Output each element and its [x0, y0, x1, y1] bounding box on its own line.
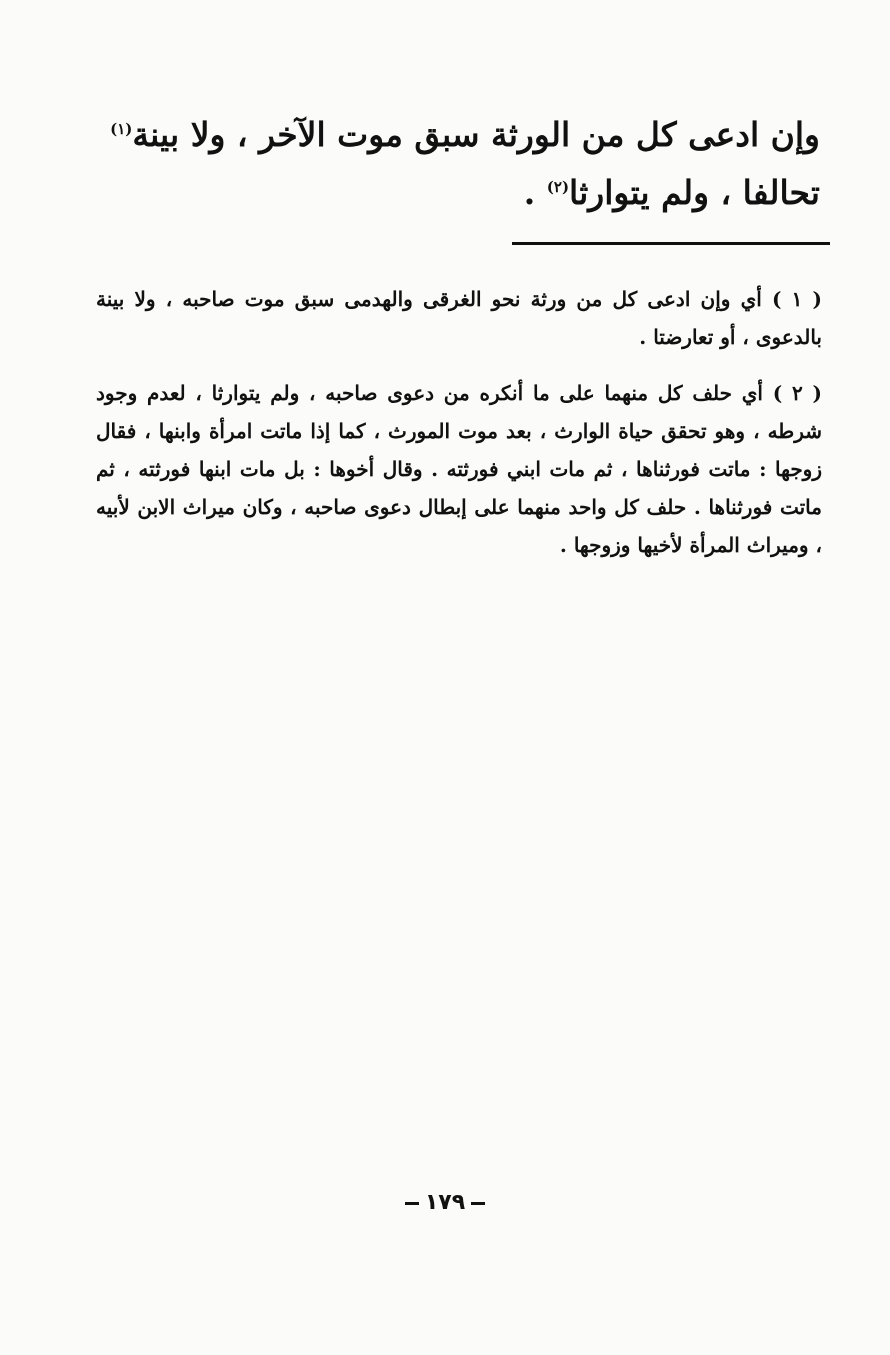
footnote-ref-2: (٢): [546, 178, 570, 196]
main-text: [90, 106, 820, 222]
footnote-2: [96, 374, 822, 564]
footnotes: [96, 280, 822, 582]
main-text-line-1: وإن ادعى كل من الورثة سبق موت الآخر ، ولا بينة: [132, 115, 820, 154]
footnote-1: [96, 280, 822, 356]
footnote-divider: [512, 242, 830, 245]
footnote-1-marker: ( ١ ): [772, 287, 822, 311]
main-text-line-2-end: .: [523, 173, 547, 212]
footnote-2-text: أي حلف كل منهما على ما أنكره من دعوى صاحبه ، ولم يتوارثا ، لعدم وجود شرطه ، وهو تحقق حياة الوارث ، بعد موت المورث ، كما إذا ماتت امرأة وابنها ، فقال زوجها : ماتت فورثناها ، ثم مات ابني فورثته . وقال أخوها : بل مات ابنها فورثته ، ثم ماتت فورثناها . حلف كل واحد منهما على إبطال دعوى صاحبه ، وكان ميراث الابن لأبيه ، وميراث المرأة لأخيها وزوجها .: [96, 381, 822, 557]
page-number-dash-right: [471, 1202, 485, 1205]
footnote-1-text: أي وإن ادعى كل من ورثة نحو الغرقى والهدمى سبق موت صاحبه ، ولا بينة بالدعوى ، أو تعارضتا .: [96, 287, 822, 349]
page-number: [0, 1190, 890, 1215]
footnote-2-marker: ( ٢ ): [772, 381, 822, 405]
page-number-value: ١٧٩: [424, 1190, 466, 1215]
footnote-ref-1: (١): [110, 120, 133, 138]
main-text-line-2: تحالفا ، ولم يتوارثا: [569, 173, 820, 212]
page-number-dash-left: [405, 1202, 419, 1205]
